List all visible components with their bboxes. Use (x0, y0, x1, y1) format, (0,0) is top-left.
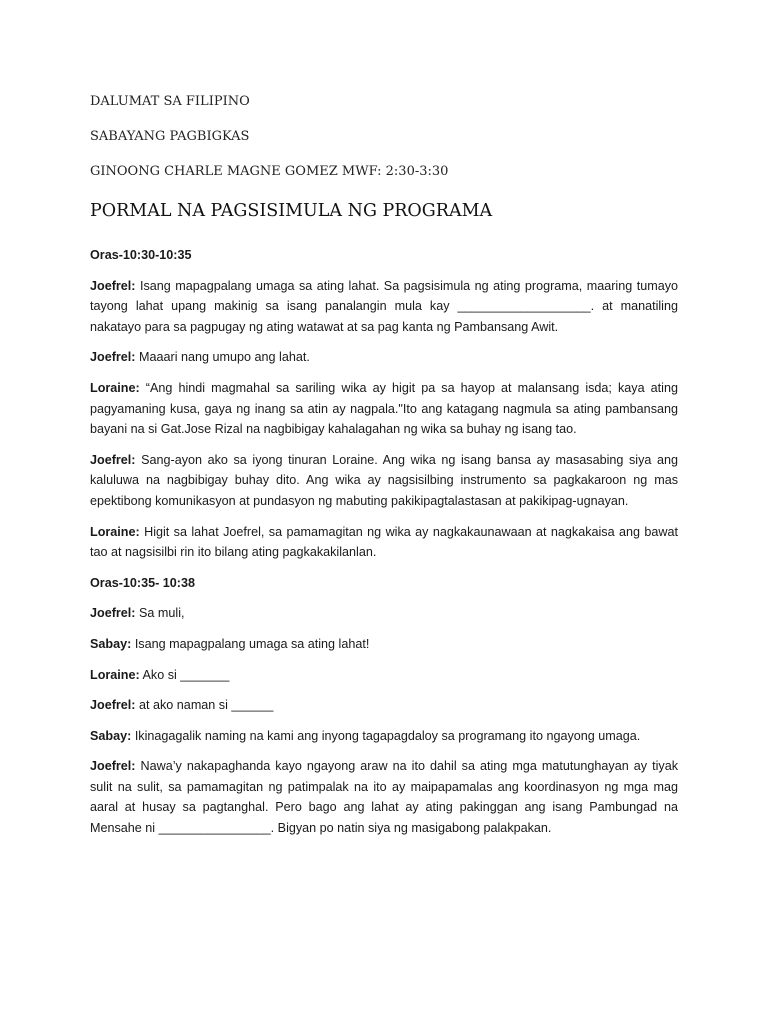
speaker-name: Loraine: (90, 667, 140, 682)
speaker-name: Joefrel: (90, 698, 136, 713)
dialogue-text: Higit sa lahat Joefrel, sa pamamagitan ng wika ay nagkakaunawaan at nagkakaisa ang bawat tao at nagsisilbi rin ito bilang ating pagkakakilanlan. (90, 524, 679, 560)
time-slot: Oras-10:30-10:35 (90, 248, 192, 262)
dialogue-text: “Ang hindi magmahal sa sariling wika ay higit pa sa hayop at malansang isda; kaya ating pagyamaning kusa, gaya ng inang sa atin ay nagpala."Ito ang katagang nagmula sa ating pambansang bayani na si Gat.Jose Rizal na nagbibigay kahalagahan ng wika sa buhay ng isang tao. (90, 380, 678, 437)
speaker-name: Loraine: (90, 380, 140, 395)
dialogue-line (90, 634, 678, 655)
course-name: DALUMAT SA FILIPINO (90, 94, 250, 109)
speaker-name: Loraine: (90, 524, 140, 539)
speaker-name: Joefrel: (90, 350, 136, 365)
document-subtitle: SABAYANG PAGBIGKAS (90, 129, 250, 144)
dialogue-line (90, 450, 678, 512)
dialogue-text: Sang-ayon ako sa iyong tinuran Loraine. Ang wika ng isang bansa ay masasabing siya ang kaluluwa na nagbibigay buhay dito. Ang wika ay nagsisilbing instrumento sa pagkakaroon ng mas epektibong komunikasyon at pundasyon ng mabuting pakikipagtalastasan at pakikipag-ugnayan. (90, 452, 678, 508)
speaker-name: Sabay: (90, 728, 132, 743)
dialogue-line (90, 522, 678, 563)
dialogue-text: Maaari nang umupo ang lahat. (139, 350, 310, 365)
speaker-name: Sabay: (90, 636, 132, 651)
dialogue-line (90, 347, 678, 368)
dialogue-line (90, 665, 678, 686)
dialogue-line (90, 276, 678, 338)
dialogue-line (90, 378, 678, 440)
dialogue-text: Nawa’y nakapaghanda kayo ngayong araw na ito dahil sa ating mga matutunghayan ay tiyak sulit na sulit, sa pamamagitan ng patimpalak na ito ay maipapamalas ang koordinasyon ng mga mag aaral at husay sa pagtanghal. Pero bago ang lahat ay ating pakinggan ang isang Pambungad na Mensahe ni ________________. Bigyan po natin siya ng masigabong palakpakan. (90, 759, 678, 836)
speaker-name: Joefrel: (90, 452, 136, 467)
dialogue-line (90, 603, 678, 624)
dialogue-text: Isang mapagpalang umaga sa ating lahat! (134, 636, 370, 651)
dialogue-line (90, 726, 678, 747)
dialogue-text: Ako si _______ (142, 667, 230, 682)
dialogue-text: Ikinagagalik naming na kami ang inyong tagapagdaloy sa programang ito ngayong umaga. (134, 728, 641, 743)
time-slot: Oras-10:35- 10:38 (90, 575, 196, 590)
dialogue-text: Isang mapagpalang umaga sa ating lahat. Sa pagsisimula ng ating programa, maaring tumayo tayong lahat upang makinig sa isang panalangin mula kay ___________________. at manatiling nakatayo para sa pagpugay ng ating watawat at sa pag kanta ng Pambansang Awit. (90, 278, 678, 334)
dialogue-text: at ako naman si ______ (139, 698, 274, 713)
program-script (90, 245, 678, 849)
speaker-name: Joefrel: (90, 278, 136, 293)
dialogue-line (90, 756, 678, 838)
speaker-name: Joefrel: (90, 759, 136, 774)
teacher-schedule: GINOONG CHARLE MAGNE GOMEZ MWF: 2:30-3:30 (90, 164, 449, 179)
speaker-name: Joefrel: (90, 606, 136, 621)
dialogue-text: Sa muli, (139, 606, 185, 621)
dialogue-line (90, 695, 678, 716)
page-title: PORMAL NA PAGSISIMULA NG PROGRAMA (90, 201, 493, 221)
